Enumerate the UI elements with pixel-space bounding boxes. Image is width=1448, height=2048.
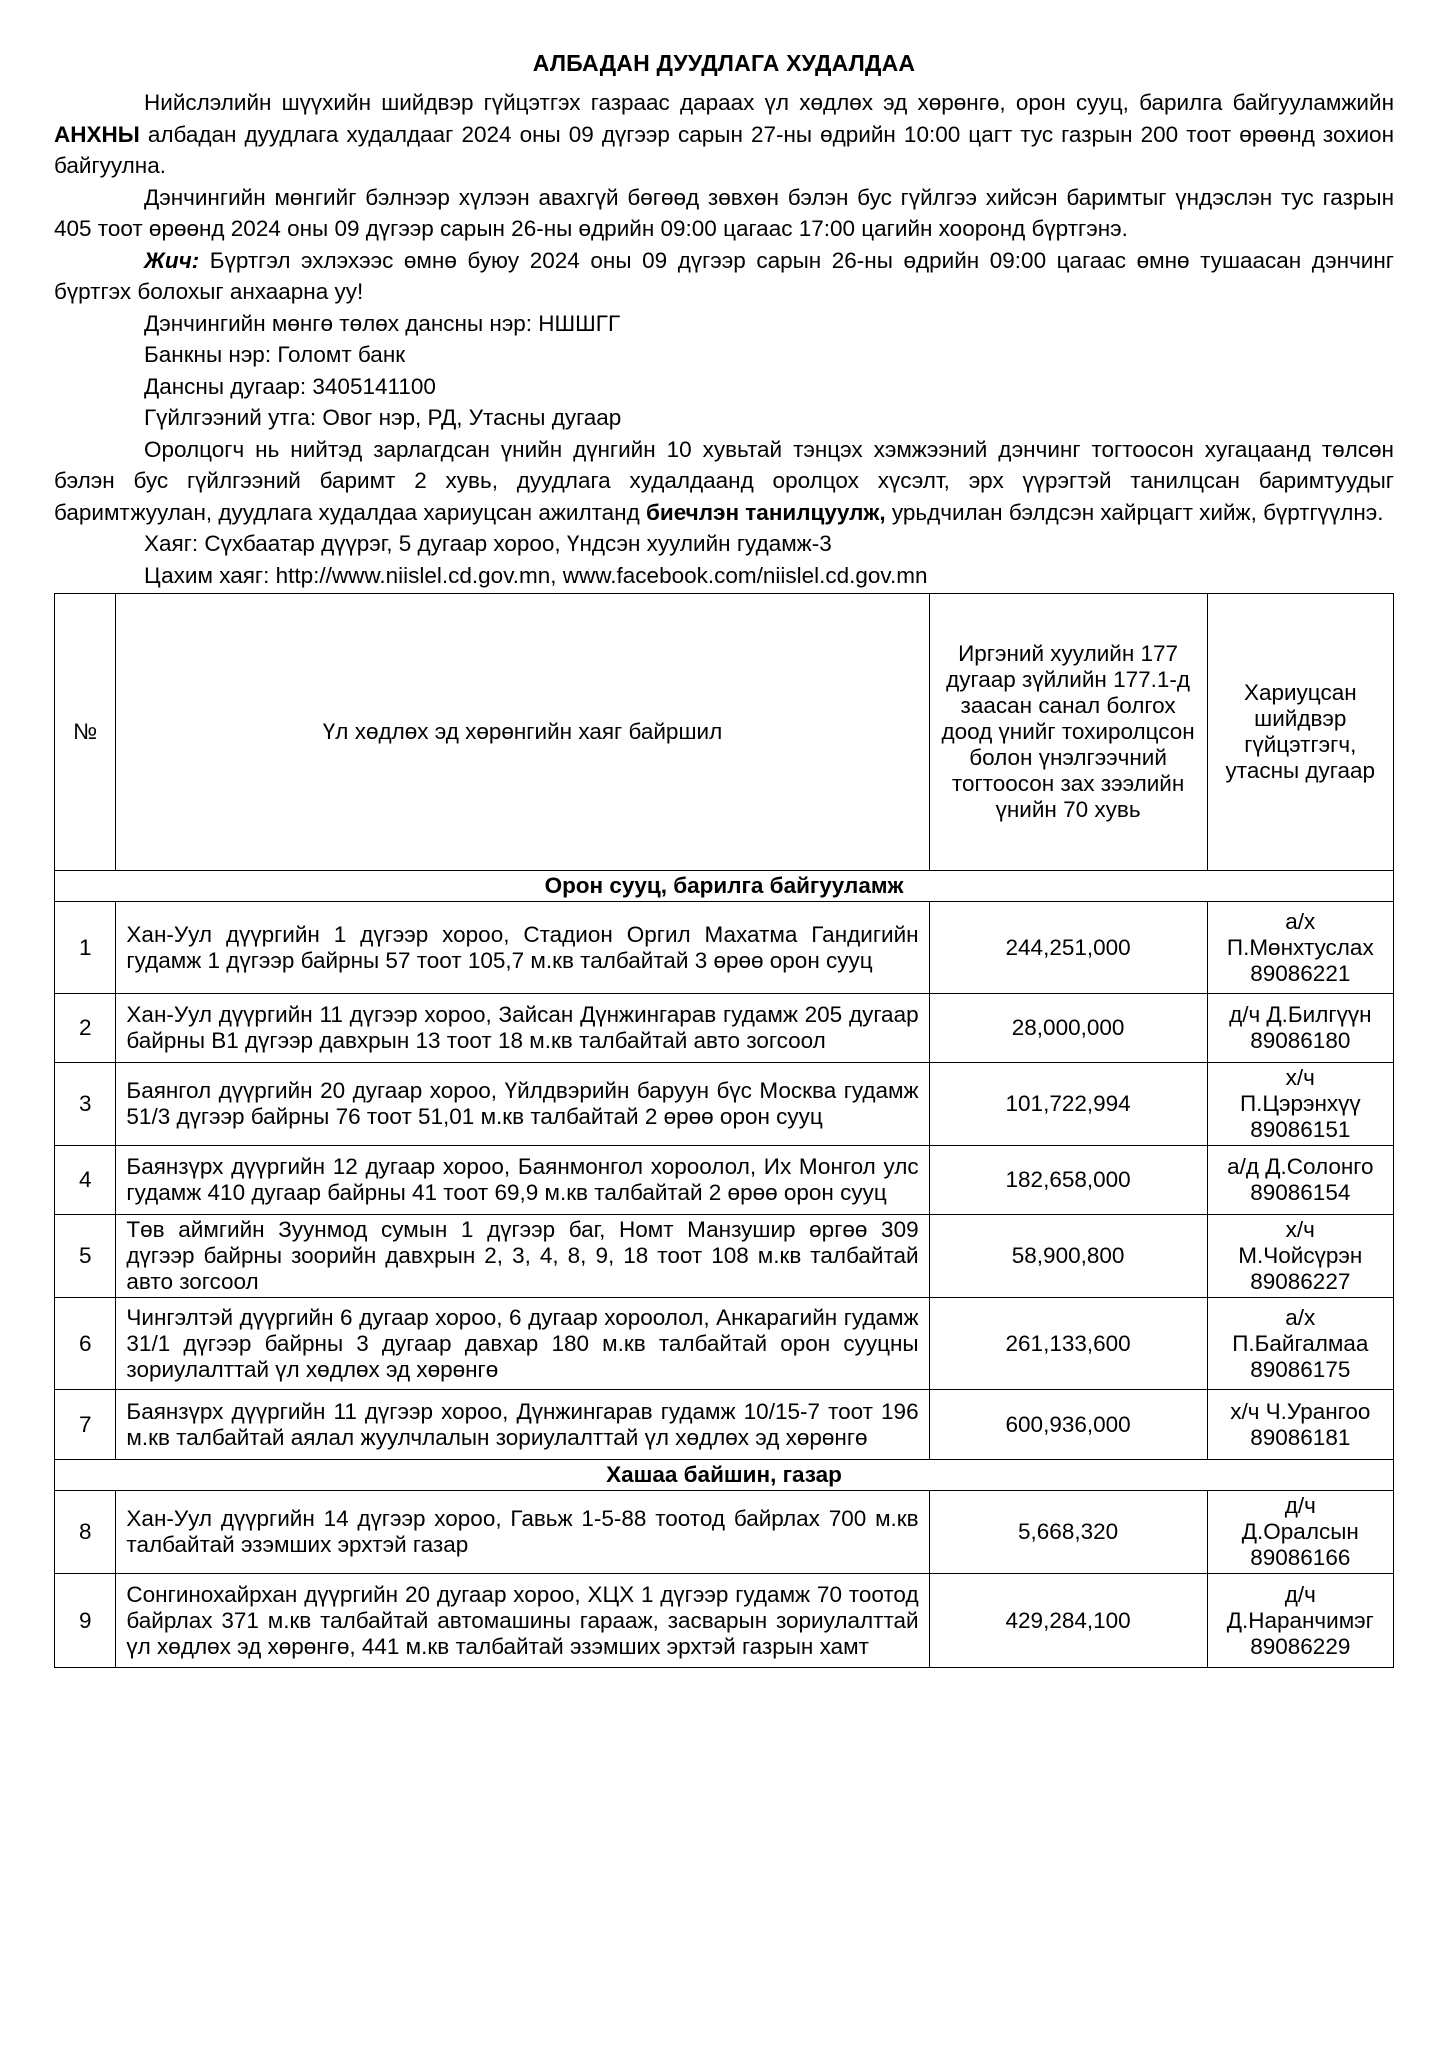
responsible-line: х/ч Ч.Урангоо: [1230, 1398, 1371, 1424]
table-row: [55, 1574, 1394, 1668]
responsible-line: 89086151: [1250, 1117, 1351, 1142]
responsible-officer: [1207, 994, 1393, 1063]
document-page: [54, 50, 1394, 1668]
property-address: Сонгинохайрхан дүүргийн 20 дугаар хороо, ХЦХ 1 дүгээр гудамж 70 тоотод байрлах 371 м.кв талбайтай автомашины гарааж, засварын зориулалттай үл хөдлөх эд хөрөнгө, 441 м.кв талбайтай эзэмших эрхтэй газрын хамт: [116, 1574, 929, 1668]
responsible-line: 89086221: [1250, 960, 1351, 986]
starting-price: 182,658,000: [929, 1146, 1207, 1215]
bank-name: Банкны нэр: Голомт банк: [144, 342, 406, 367]
intro-text: [54, 87, 1394, 591]
page-title: АЛБАДАН ДУУДЛАГА ХУДАЛДАА: [532, 50, 916, 76]
row-number: 5: [55, 1215, 116, 1298]
property-address: Баянгол дүүргийн 20 дугаар хороо, Үйлдвэрийн баруун бүс Москва гудамж 51/3 дүгээр байрны 76 тоот 51,01 м.кв талбайтай 2 өрөө орон сууц: [116, 1063, 929, 1146]
row-number: 9: [55, 1574, 116, 1668]
table-body: [55, 871, 1394, 1668]
responsible-line: 89086175: [1250, 1356, 1351, 1382]
responsible-officer: [1207, 1390, 1393, 1460]
starting-price: 28,000,000: [929, 994, 1207, 1063]
responsible-line: д/ч: [1284, 1581, 1316, 1607]
responsible-officer: [1207, 1491, 1393, 1574]
responsible-line: а/х: [1285, 1304, 1316, 1330]
header-address: Үл хөдлөх эд хөрөнгийн хаяг байршил: [116, 594, 929, 871]
web-address: Цахим хаяг: http://www.niislel.cd.gov.mn, www.facebook.com/niislel.cd.gov.mn: [144, 562, 928, 588]
office-address: Хаяг: Сүхбаатар дүүрэг, 5 дугаар хороо, Үндсэн хуулийн гудамж-3: [144, 531, 832, 556]
property-address: Баянзүрх дүүргийн 11 дүгээр хороо, Дүнжингарав гудамж 10/15-7 тоот 196 м.кв талбайтай аялал жуулчлалын зориулалттай үл хөдлөх эд хөрөнгө: [116, 1390, 929, 1460]
intro-paragraph-3: Оролцогч нь нийтэд зарлагдсан үнийн дүнгийн 10 хувьтай тэнцэх хэмжээний дэнчинг тогтоосон хугацаанд төлсөн бэлэн бус гүйлгээний баримт 2 хувь, дуудлага худалдаанд оролцох хүсэлт, эрх үүрэгтэй танилцсан баримтуудыг баримтжуулан, дуудлага худалдаа хариуцсан ажилтанд биечлэн танилцуулж, урьдчилан бэлдсэн хайрцагт хийж, бүртгүүлнэ.: [54, 436, 1394, 525]
responsible-line: 89086180: [1250, 1028, 1351, 1053]
responsible-line: х/ч: [1285, 1065, 1315, 1090]
property-table: [54, 593, 1394, 1668]
responsible-line: 89086166: [1250, 1545, 1351, 1570]
property-address: Хан-Уул дүүргийн 14 дүгээр хороо, Гавьж 1-5-88 тоотод байрлах 700 м.кв талбайтай эзэмших эрхтэй газар: [116, 1491, 929, 1574]
header-responsible: Хариуцсан шийдвэр гүйцэтгэгч, утасны дугаар: [1207, 594, 1393, 871]
property-address: Төв аймгийн Зуунмод сумын 1 дүгээр баг, Номт Манзушир өргөө 309 дүгээр байрны зоорийн давхрын 2, 3, 4, 8, 9, 18 тоот 108 м.кв талбайтай авто зогсоол: [116, 1215, 929, 1298]
table-row: [55, 994, 1394, 1063]
starting-price: 101,722,994: [929, 1063, 1207, 1146]
responsible-officer: [1207, 1298, 1393, 1390]
header-price: Иргэний хуулийн 177 дугаар зүйлийн 177.1-д заасан санал болгох доод үнийг тохиролцсон болон үнэлгээчний тогтоосон зах зээлийн үнийн 70 хувь: [929, 594, 1207, 871]
responsible-officer: [1207, 1063, 1393, 1146]
row-number: 3: [55, 1063, 116, 1146]
responsible-line: Д.Оралсын: [1241, 1519, 1359, 1544]
intro-paragraph-2: Дэнчингийн мөнгийг бэлнээр хүлээн авахгүй бөгөөд зөвхөн бэлэн бус гүйлгээ хийсэн баримтыг үндэслэн тус газрын 405 тоот өрөөнд 2024 оны 09 дүгээр сарын 26-ны өдрийн 09:00 цагаас 17:00 цагийн хооронд бүртгэнэ.: [54, 184, 1394, 241]
responsible-line: П.Мөнхтуслах: [1226, 934, 1374, 960]
row-number: 7: [55, 1390, 116, 1460]
table-row: [55, 1146, 1394, 1215]
transaction-note: Гүйлгээний утга: Овог нэр, РД, Утасны дугаар: [144, 405, 622, 430]
row-number: 6: [55, 1298, 116, 1390]
account-number: Дансны дугаар: 3405141100: [144, 373, 436, 399]
intro-paragraph-1: Нийслэлийн шүүхийн шийдвэр гүйцэтгэх газраас дараах үл хөдлөх эд хөрөнгө, орон сууц, барилга байгууламжийн АНХНЫ албадан дуудлага худалдааг 2024 оны 09 дүгээр сарын 27-ны өдрийн 10:00 цагт тус газрын 200 тоот өрөөнд зохион байгуулна.: [54, 90, 1394, 178]
property-address: Хан-Уул дүүргийн 1 дүгээр хороо, Стадион Оргил Махатма Гандигийн гудамж 1 дүгээр байрны 57 тоот 105,7 м.кв талбайтай 3 өрөө орон сууц: [116, 902, 929, 994]
note-paragraph: Жич: Бүртгэл эхлэхээс өмнө буюу 2024 оны 09 дүгээр сарын 26-ны өдрийн 09:00 цагаас өмнө тушаасан дэнчинг бүртгэх болохыг анхаарна уу!: [54, 247, 1394, 304]
table-row: [55, 1063, 1394, 1146]
table-row: [55, 1298, 1394, 1390]
property-address: Баянзүрх дүүргийн 12 дугаар хороо, Баянмонгол хороолол, Их Монгол улс гудамж 410 дугаар байрны 41 тоот 69,9 м.кв талбайтай 2 өрөө орон сууц: [116, 1146, 929, 1215]
table-row: [55, 1215, 1394, 1298]
responsible-line: П.Байгалмаа: [1232, 1330, 1369, 1356]
table-row: [55, 902, 1394, 994]
property-address: Хан-Уул дүүргийн 11 дүгээр хороо, Зайсан Дүнжингарав гудамж 205 дугаар байрны В1 дүгээр давхрын 13 тоот 18 м.кв талбайтай авто зогсоол: [116, 994, 929, 1063]
starting-price: 429,284,100: [929, 1574, 1207, 1668]
responsible-line: 89086154: [1250, 1180, 1351, 1205]
account-name: Дэнчингийн мөнгө төлөх дансны нэр: НШШГГ: [144, 310, 621, 336]
responsible-line: 89086229: [1250, 1633, 1351, 1659]
responsible-line: д/ч Д.Билгүүн: [1229, 1002, 1372, 1027]
table-header-row: [55, 594, 1394, 871]
responsible-line: Д.Наранчимэг: [1226, 1607, 1374, 1633]
responsible-line: х/ч: [1285, 1217, 1315, 1242]
responsible-line: М.Чойсүрэн: [1238, 1243, 1363, 1268]
note-label: Жич:: [144, 247, 200, 273]
responsible-officer: [1207, 1146, 1393, 1215]
section-title: Орон сууц, барилга байгууламж: [55, 871, 1394, 902]
starting-price: 244,251,000: [929, 902, 1207, 994]
row-number: 1: [55, 902, 116, 994]
responsible-line: П.Цэрэнхүү: [1239, 1091, 1361, 1116]
responsible-line: 89086227: [1250, 1269, 1351, 1294]
row-number: 4: [55, 1146, 116, 1215]
starting-price: 600,936,000: [929, 1390, 1207, 1460]
header-num: №: [55, 594, 116, 871]
responsible-line: а/х: [1285, 908, 1316, 934]
responsible-officer: [1207, 902, 1393, 994]
starting-price: 261,133,600: [929, 1298, 1207, 1390]
starting-price: 5,668,320: [929, 1491, 1207, 1574]
section-title: Хашаа байшин, газар: [55, 1460, 1394, 1491]
table-row: [55, 1390, 1394, 1460]
row-number: 2: [55, 994, 116, 1063]
row-number: 8: [55, 1491, 116, 1574]
responsible-line: д/ч: [1284, 1493, 1316, 1518]
starting-price: 58,900,800: [929, 1215, 1207, 1298]
responsible-line: 89086181: [1250, 1424, 1351, 1450]
section-row-apartments: [55, 871, 1394, 902]
responsible-officer: [1207, 1574, 1393, 1668]
table-row: [55, 1491, 1394, 1574]
responsible-officer: [1207, 1215, 1393, 1298]
section-row-land: [55, 1460, 1394, 1491]
property-address: Чингэлтэй дүүргийн 6 дугаар хороо, 6 дугаар хороолол, Анкарагийн гудамж 31/1 дүгээр байрны 3 дугаар давхар 180 м.кв талбайтай орон сууцны зориулалттай үл хөдлөх эд хөрөнгө: [116, 1298, 929, 1390]
responsible-line: а/д Д.Солонго: [1227, 1154, 1374, 1179]
